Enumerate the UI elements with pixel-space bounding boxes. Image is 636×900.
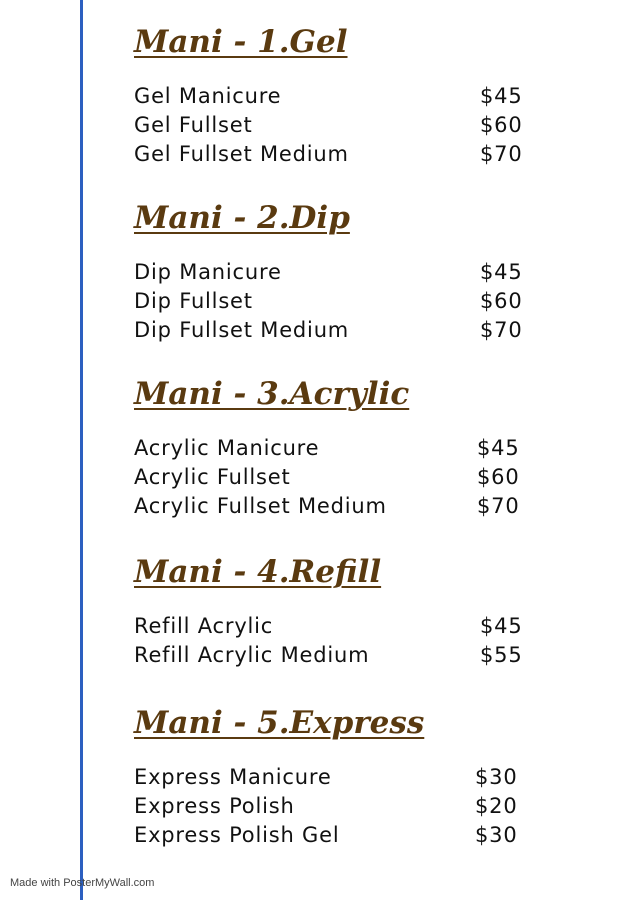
service-list — [134, 82, 534, 169]
service-row — [134, 82, 534, 111]
service-price: $45 — [477, 436, 520, 460]
service-row — [134, 316, 534, 345]
menu-section-dip — [134, 198, 534, 345]
section-title-acrylic: Mani - 3.Acrylic — [134, 376, 410, 412]
service-price: $45 — [480, 260, 523, 284]
service-name: Express Manicure — [134, 765, 332, 789]
service-price: $45 — [480, 614, 523, 638]
service-price: $70 — [480, 318, 523, 342]
service-name: Acrylic Manicure — [134, 436, 320, 460]
service-name: Refill Acrylic — [134, 614, 274, 638]
section-title-express: Mani - 5.Express — [134, 705, 425, 741]
service-price: $55 — [480, 643, 523, 667]
section-title-refill: Mani - 4.Refill — [134, 554, 382, 590]
section-title-dip: Mani - 2.Dip — [134, 200, 350, 236]
service-row — [134, 258, 534, 287]
service-name: Acrylic Fullset Medium — [134, 494, 387, 518]
service-row — [134, 111, 534, 140]
service-row — [134, 641, 534, 670]
service-list — [134, 434, 534, 521]
service-price: $70 — [477, 494, 520, 518]
service-price: $20 — [475, 794, 518, 818]
service-price: $60 — [477, 465, 520, 489]
service-list — [134, 763, 534, 850]
menu-section-refill — [134, 552, 534, 670]
menu-section-express — [134, 703, 534, 850]
service-name: Dip Manicure — [134, 260, 282, 284]
service-row — [134, 463, 534, 492]
postermywall-credit: Made with PosterMyWall.com — [10, 877, 155, 889]
service-row — [134, 763, 534, 792]
section-title-gel: Mani - 1.Gel — [134, 24, 348, 60]
left-vertical-rule — [80, 0, 83, 900]
service-name: Gel Fullset Medium — [134, 142, 349, 166]
service-row — [134, 287, 534, 316]
service-list — [134, 258, 534, 345]
service-row — [134, 821, 534, 850]
menu-section-acrylic — [134, 374, 534, 521]
service-price: $70 — [480, 142, 523, 166]
service-price: $60 — [480, 113, 523, 137]
service-name: Refill Acrylic Medium — [134, 643, 370, 667]
service-price: $30 — [475, 765, 518, 789]
service-row — [134, 140, 534, 169]
service-row — [134, 492, 534, 521]
service-name: Acrylic Fullset — [134, 465, 291, 489]
service-name: Dip Fullset Medium — [134, 318, 350, 342]
service-name: Express Polish Gel — [134, 823, 340, 847]
service-price: $45 — [480, 84, 523, 108]
service-price: $60 — [480, 289, 523, 313]
service-name: Gel Manicure — [134, 84, 282, 108]
menu-section-gel — [134, 22, 534, 169]
service-list — [134, 612, 534, 670]
service-name: Express Polish — [134, 794, 295, 818]
service-name: Dip Fullset — [134, 289, 253, 313]
service-row — [134, 434, 534, 463]
service-price: $30 — [475, 823, 518, 847]
service-name: Gel Fullset — [134, 113, 253, 137]
service-row — [134, 612, 534, 641]
service-row — [134, 792, 534, 821]
